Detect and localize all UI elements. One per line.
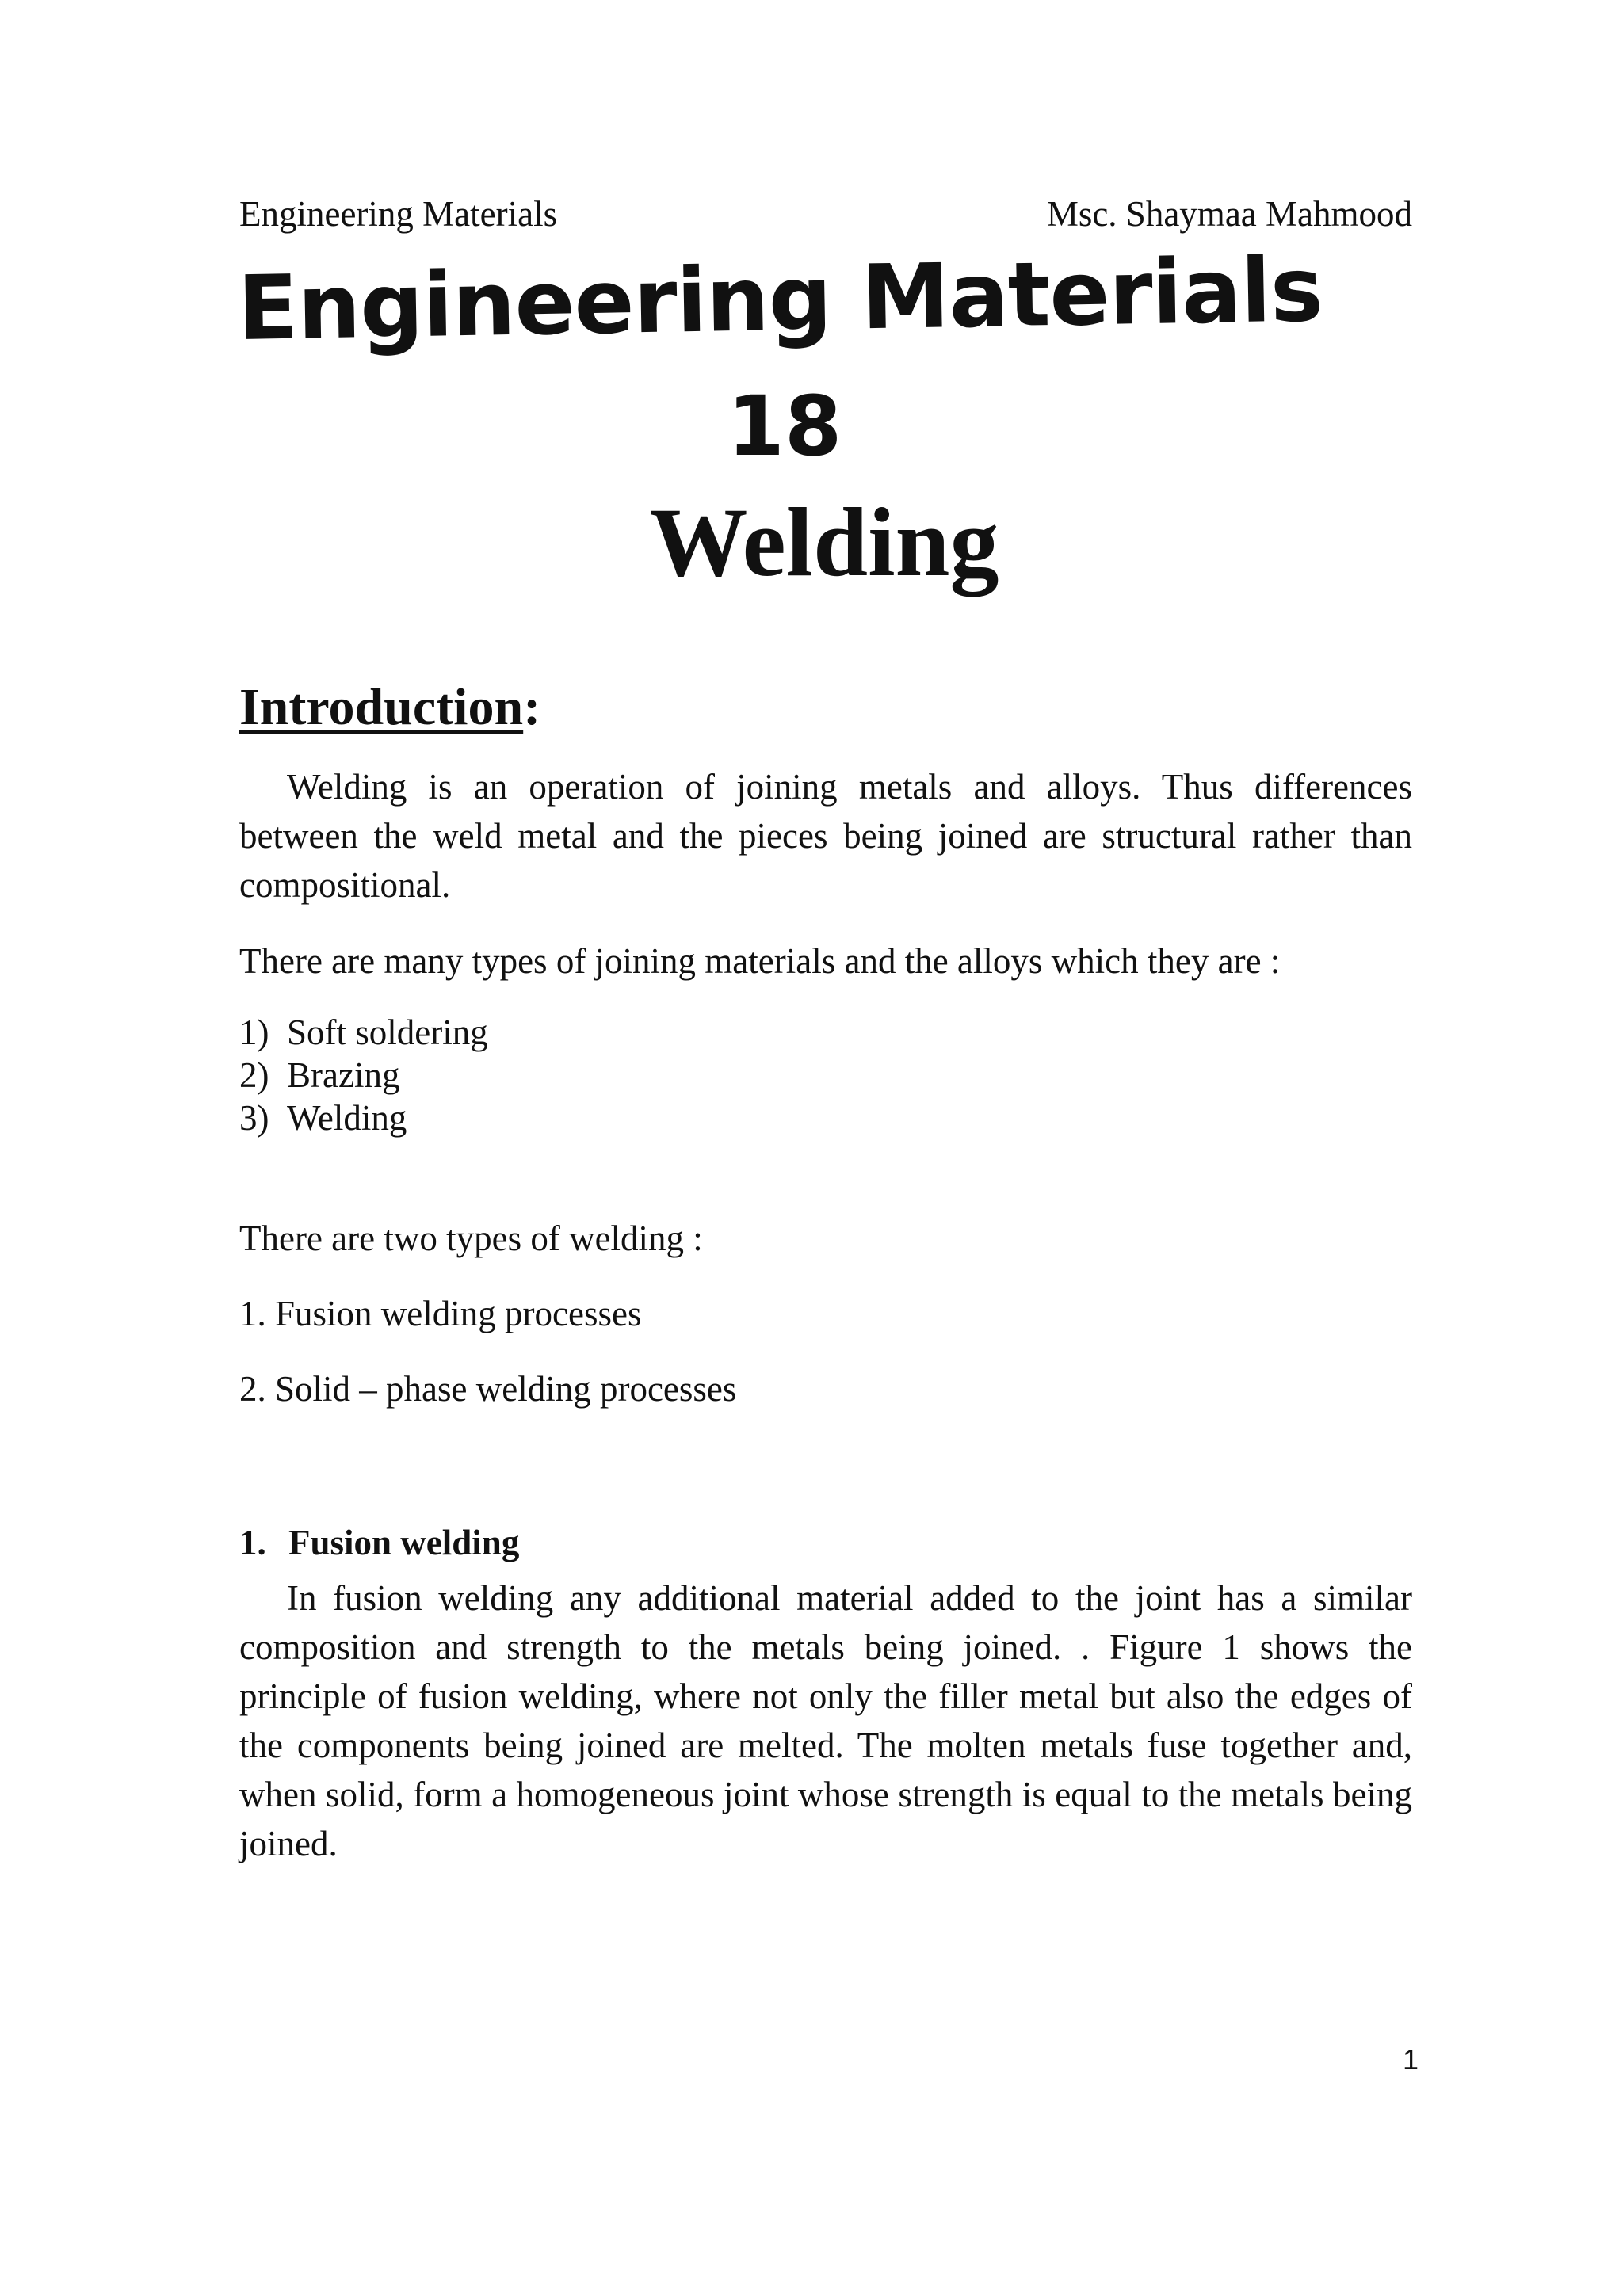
lecture-number: 18: [727, 378, 842, 475]
welding-type-solid-phase: 2. Solid – phase welding processes: [239, 1369, 737, 1409]
list-item: 3) Welding: [239, 1098, 407, 1138]
header-author: Msc. Shaymaa Mahmood: [1046, 194, 1412, 234]
page-number: 1: [1402, 2043, 1419, 2076]
running-header: [239, 189, 1412, 239]
joining-types-list: [239, 1011, 488, 1139]
introduction-heading: [239, 672, 540, 743]
welding-types-intro: There are two types of welding :: [239, 1219, 703, 1258]
chapter-title: Welding: [649, 488, 999, 597]
welding-type-fusion: 1. Fusion welding processes: [239, 1294, 642, 1333]
introduction-paragraph: Welding is an operation of joining metals and alloys. Thus differences between the weld metal and the pieces being joined are structural rather than compositional.: [239, 767, 1412, 905]
introduction-heading-text: Introduction: [239, 678, 524, 736]
fusion-welding-paragraph: In fusion welding any additional material added to the joint has a similar composition and strength to the metals being joined. . Figure 1 shows the principle of fusion welding, where not only the filler metal but also the edges of the components being joined are melted. The molten metals fuse together and, when solid, form a homogeneous joint whose strength is equal to the metals being joined.: [239, 1578, 1412, 1863]
joining-types-intro: There are many types of joining materials and the alloys which they are :: [239, 941, 1281, 981]
header-course-name: Engineering Materials: [239, 194, 558, 234]
list-item: 2) Brazing: [239, 1055, 400, 1095]
introduction-heading-colon: :: [523, 678, 541, 736]
fusion-welding-heading: 1. Fusion welding: [239, 1523, 520, 1562]
list-item: 1) Soft soldering: [239, 1013, 488, 1052]
banner-title: Engineering Materials: [236, 238, 1323, 360]
